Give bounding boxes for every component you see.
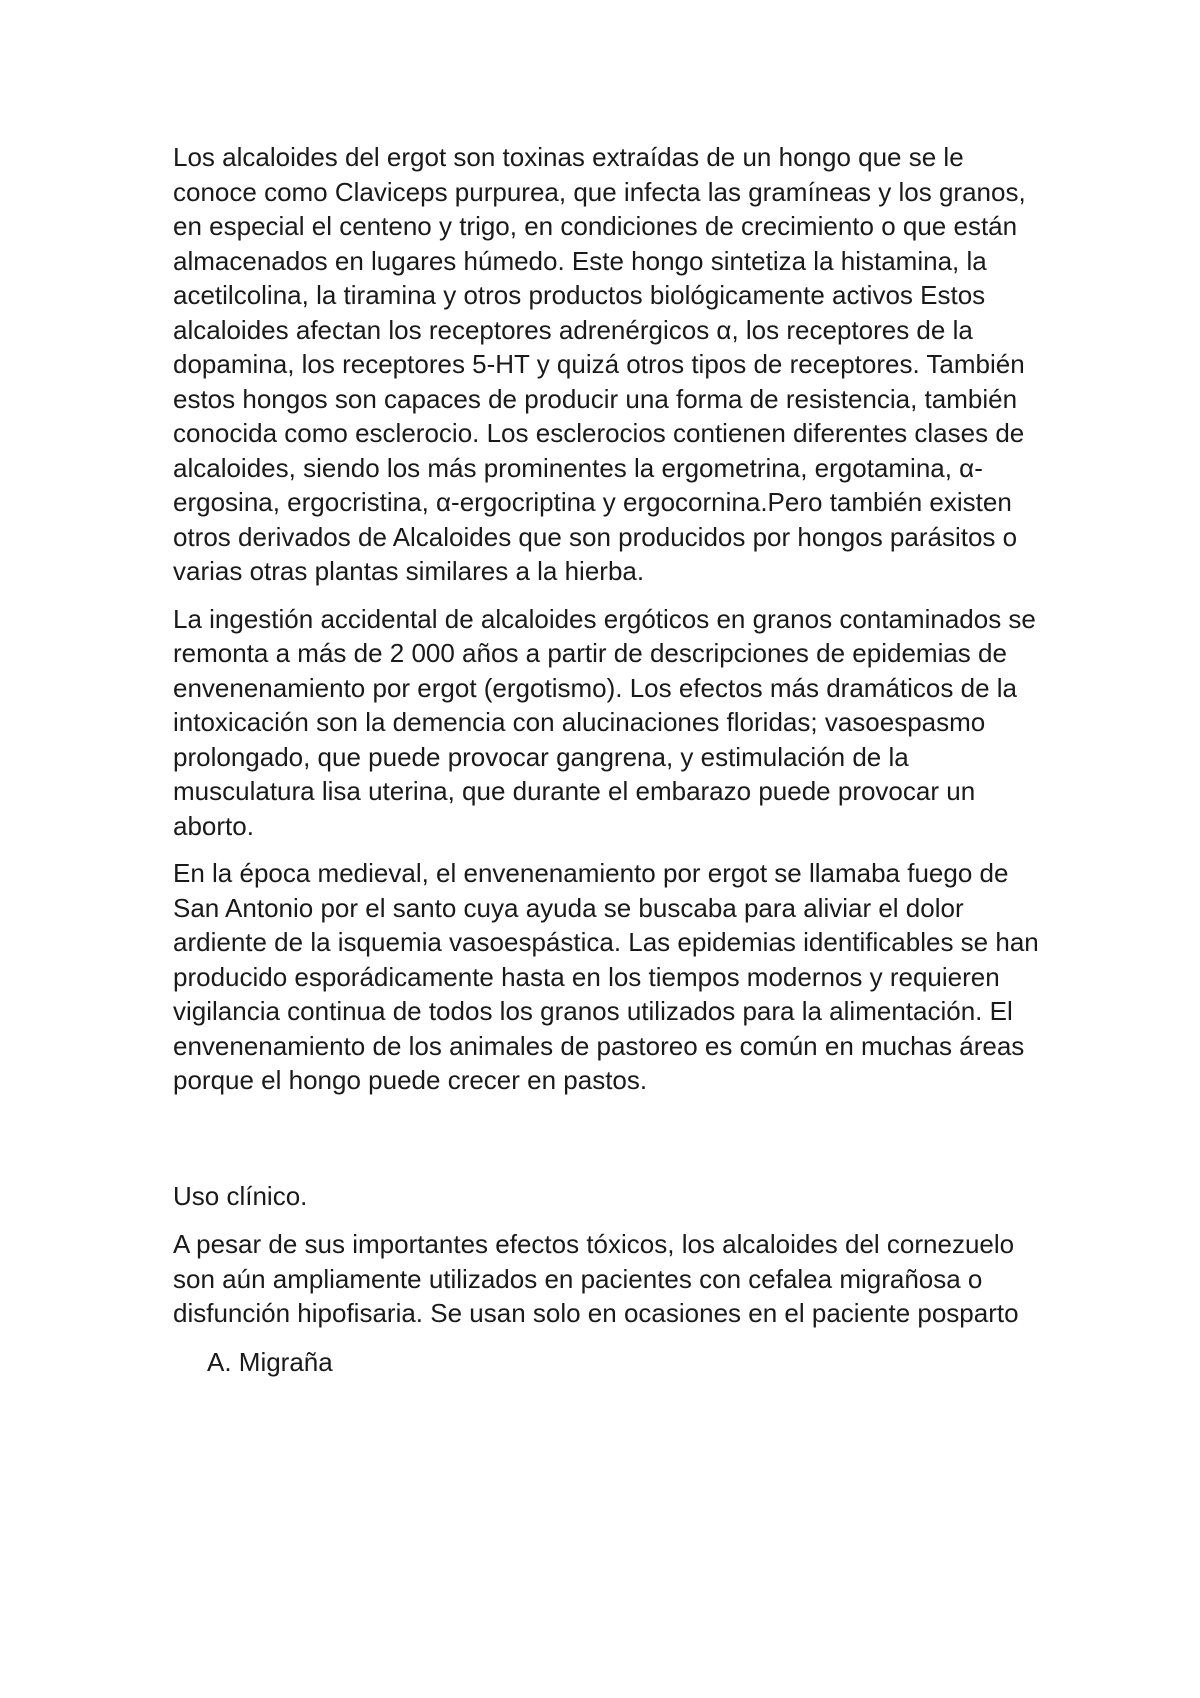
paragraph-medieval-era: En la época medieval, el envenenamiento por ergot se llamaba fuego de San Antonio por el santo cuya ayuda se buscaba para aliviar el dolor ardiente de la isquemia vasoespástica. Las epidemias identificables se han producido esporádicamente hasta en los tiempos modernos y requieren vigilancia continua de todos los granos utilizados para la alimentación. El envenenamiento de los animales de pastoreo es común en muchas áreas porque el hongo puede crecer en pastos. xyxy=(173,858,1039,1095)
list-item: A. Migraña xyxy=(207,1346,333,1377)
numbered-list xyxy=(173,1345,1053,1380)
paragraph-accidental-ingestion: La ingestión accidental de alcaloides ergóticos en granos contaminados se remonta a más de 2 000 años a partir de descripciones de epidemias de envenenamiento por ergot (ergotismo). Los efectos más dramáticos de la intoxicación son la demencia con alucinaciones floridas; vasoespasmo prolongado, que puede provocar gangrena, y estimulación de la musculatura lisa uterina, que durante el embarazo puede provocar un aborto. xyxy=(173,603,1036,841)
paragraph-ergot-alkaloids: Los alcaloides del ergot son toxinas extraídas de un hongo que se le conoce como Claviceps purpurea, que infecta las gramíneas y los granos, en especial el centeno y trigo, en condiciones de crecimiento o que están almacenados en lugares húmedo. Este hongo sintetiza la histamina, la acetilcolina, la tiramina y otros productos biológicamente activos Estos alcaloides afectan los receptores adrenérgicos α, los receptores de la dopamina, los receptores 5-HT y quizá otros tipos de receptores. También estos hongos son capaces de producir una forma de resistencia, también conocida como esclerocio. Los esclerocios contienen diferentes clases de alcaloides, siendo los más prominentes la ergometrina, ergotamina, α-ergosina, ergocristina, α-ergocriptina y ergocornina.Pero también existen otros derivados de Alcaloides que son producidos por hongos parásitos o varias otras plantas similares a la hierba. xyxy=(173,142,1026,586)
section-heading: Uso clínico. xyxy=(173,1180,308,1211)
paragraph-clinical-use: A pesar de sus importantes efectos tóxicos, los alcaloides del cornezuelo son aún ampliamente utilizados en pacientes con cefalea migrañosa o disfunción hipofisaria. Se usan solo en ocasiones en el paciente posparto xyxy=(173,1229,1019,1328)
document-body xyxy=(173,140,1053,1379)
